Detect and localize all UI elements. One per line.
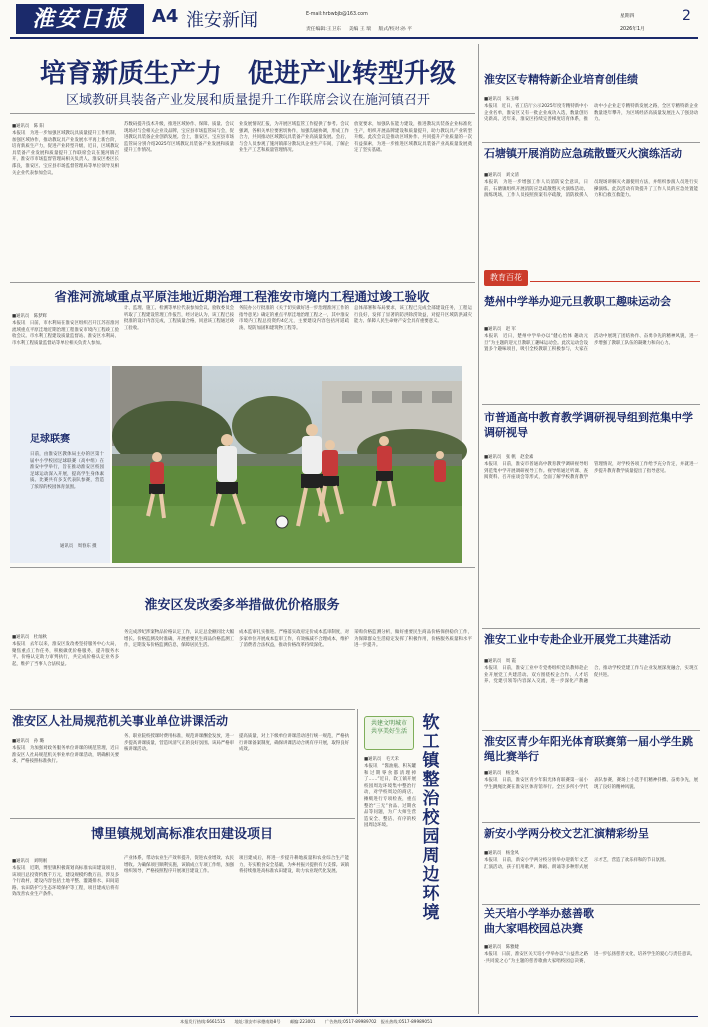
- right8-headline: 关天培小学举办慈善歌曲大家唱校园总决赛: [484, 907, 594, 935]
- right7-text: 本报讯 日前，新安小学两分校分别举办迎新年文艺汇演活动，孩子们用歌声、舞蹈、朗诵等多种形式展示才艺，营造了欢乐祥和的节日氛围。: [484, 858, 669, 870]
- newspaper-logo: 淮安日报: [16, 4, 144, 34]
- right8-text: 本报讯 日前，淮安区关天培小学举办以“公益善之路·共同爱之心”为主题的慈善歌曲大家唱校园总决赛，进一步弘扬慈善文化，培养学生的爱心与责任意识。: [484, 952, 695, 964]
- footer: [180, 1018, 700, 1025]
- lead-byline: ■通讯员 陈 阳: [12, 124, 44, 129]
- masthead-rule: [10, 37, 698, 39]
- right3-text: 本报讯 近日，楚州中学举办以“健心怡体 趣动元旦”为主题的迎元旦教职工趣味运动会。此次运动会设置多个趣味项目，吸引全校教职工积极参与，大家在活动中展现了团结协作、奋勇争先的精神风貌，进一步增强了教职工队伍的凝聚力和向心力。: [484, 334, 698, 353]
- photo-feature-credit: 通讯员 周春东 摄: [60, 544, 97, 549]
- right5-byline: ■通讯员 周 霞: [484, 659, 516, 664]
- footer-zip: 邮编:223001: [289, 1019, 316, 1024]
- photo-feature-label: 足球联赛: [30, 434, 70, 445]
- story5-byline: ■通讯员 刘明刚: [12, 859, 47, 864]
- right8-divider: [482, 904, 700, 905]
- lead-column-3: 业发展情况汇报，为开展区域监管工作提供了参考。会议强调，各相关单位要密切协作，加强沟通协调，形成工作合力，共同推动区域教玩具装备产业高质量发展。会后，与会人员参观了施河镇部分教玩具企业生产车间，了解企业生产工艺和质量管理情况。: [239, 122, 349, 154]
- story4-divider: [10, 709, 355, 710]
- lead-divider: [10, 113, 475, 114]
- civilization-art-text: 共建文明城市 共享美好生活: [370, 720, 407, 735]
- lead-column-4: 放宽要求，加强队伍能力建设，推进教玩具装备企业标准化生产，组织开展品牌建设和质量提升，助力教玩具产业转型升级。此次会议是推动区域协作、共同提升产业质量的一次有益探索，为进一步推进区域教玩具装备产业高质量发展奠定了坚实基础。: [354, 122, 472, 154]
- story2-headline: 省淮河流域重点平原洼地近期治理工程淮安市境内工程通过竣工验收: [54, 289, 430, 304]
- story2-byline: ■通讯员 陈梦辉: [12, 314, 47, 319]
- right7-divider: [482, 822, 700, 823]
- masthead-weekday: 星期四: [620, 14, 635, 19]
- footer-hotline: 本报发行热线:6661515: [180, 1019, 226, 1024]
- photo-feature-caption: 日前，由淮安区教体局主办的区第十届中小学校园足球联赛（高中组）在淮安中学举行，旨在推动淮安区校园足球运动深入开展，提高学生身体素质。比赛共有多支代表队参赛，营造了浓厚的校园体育氛围。: [30, 452, 104, 490]
- right5-divider: [482, 628, 700, 629]
- story5-column-2: 产业体系，带动农业生产效率提升，促进农业增效、农民增收。为确保项目顺利实施，该镇成立专项工作组，加强组织领导，严格按照程序开展项目建设工作。: [124, 856, 234, 875]
- story3-column-4: 采购价格监测分析，做好重要民生商品价格保供稳价工作，为保障群众生活稳定发挥了积极作用，价格服务质量和水平进一步提升。: [354, 630, 472, 649]
- designer-credit: 美编 王 瑞: [348, 27, 371, 32]
- story3-byline: ■通讯员 杜灿秋: [12, 635, 47, 640]
- story3-headline: 淮安区发改委多举措做优价格服务: [144, 598, 340, 613]
- masthead-contact: E-mail:hrbwbjb@163.com: [306, 12, 368, 17]
- editor-credit: 责任编辑:王卫东: [306, 27, 342, 32]
- lead-column-2: 苏数码提升技术升级，推进区域协作、保障、质量、会议现场对与会相关企业及品牌，宝应县市场监管局与会，促进教玩具装备企业创新发展。会上，淮安区、宝应县市场监管局分别介绍2025年区域教玩具装备产业发展和质量提升工作情况。: [124, 122, 234, 154]
- story2-divider: [10, 282, 475, 283]
- right4-byline: ■通讯员 张 帆 赵金素: [484, 455, 534, 460]
- masthead: [0, 0, 708, 40]
- right1-headline: 淮安区专精特新企业培育创佳绩: [484, 73, 638, 86]
- right2-byline: ■通讯员 刘文清: [484, 173, 519, 178]
- story2-column-2: 计、监理、施工、检测等单位代表参加会议。验收委员会听取了工程建设管理工作报告，经讨论认为，该工程已按批准的设计内容完成，工程质量合格，同意该工程通过竣工验收。: [124, 306, 234, 331]
- masthead-date: 2026年1月: [620, 27, 645, 32]
- story4-column-3: 提高质量，对上下级单位讲课活动进行统一规范，严格执行讲课备案制度，确保讲课活动合规有序开展，取得良好成效。: [239, 734, 349, 753]
- story4-byline: ■通讯员 孙 璐: [12, 739, 44, 744]
- right7-headline: 新安小学两分校文艺汇演精彩纷呈: [484, 827, 649, 840]
- football-photo-image: [112, 366, 462, 563]
- right8-byline: ■通讯员 陈雅婕: [484, 945, 519, 950]
- right-column-rule: [478, 44, 479, 1014]
- story2-column-3: 务院办公厅批准的《关于切实做好进一步治理淮河工作的指导意见》确定的重点平原洼地治理工程之一，其中淮安市境内工程总投资约4亿元，主要建设内容包括河道疏浚、堤防加固和建筑物工程等。: [239, 306, 349, 331]
- story3-column-3: 成本监审扎实推进。严格落实政府定价成本监审制度，对多家单位开展成本监审工作，有效核减不合理成本，维护了消费者合法权益，推动价格改革持续深化。: [239, 630, 349, 649]
- proof-credit: 版式/校对:孙 平: [378, 27, 413, 32]
- story5-headline: 博里镇规划高标准农田建设项目: [90, 827, 273, 842]
- story3-column-1: 本报讯 去年以来，淮安区发改委坚持服务中心大局，聚焦重点工作任务，积极做优价格服务，提升服务水平。价格认定助力审判执行，共完成价格认定业务多起，维护了当事人合法权益。: [12, 642, 119, 667]
- right4-headline: 市普通高中教育教学调研视导组到范集中学调研视导: [484, 411, 693, 439]
- masthead-page-num: 2: [682, 8, 691, 24]
- right6-headline: 淮安区青少年阳光体育联赛第一届小学生跳绳比赛举行: [484, 735, 693, 763]
- story4-column-1: 本报讯 为加强对政务服务单位讲课的规范管理，近日淮安区人社局规范机关事业单位讲课活动，明确相关要求，严格按照标准执行。: [12, 746, 119, 765]
- football-photo: [112, 366, 462, 563]
- masthead-editor: [306, 25, 412, 32]
- story3-divider: [10, 567, 475, 568]
- footer-ad-line: 广告热线:0517-89989702 报社热线:0517-89989051: [324, 1019, 433, 1024]
- story5-column-1: 本报讯 近期，博里镇积极谋划高标准农田建设项目，该项目总投资约数千万元，建设规模约数万亩，涉及多个行政村，建设内容包括土地平整、灌溉排水、田间道路、农田防护与生态环境保护等工程，项目建成后将有效改善农业生产条件。: [12, 866, 119, 898]
- story2-column-1: 本报讯 日前，市水利局在淮安区组织召开江苏省淮河流域重点平原洼地近期治理工程淮安市境内工程竣工验收会议。市水利工程建设质量监督站、淮安区水利局、市水利工程质量监督站等单位相关负责人参加。: [12, 321, 119, 346]
- vertical-story-byline: ■通讯员 毛天禾: [364, 757, 399, 762]
- story2-column-4: 总体部署和布局要求，该工程已完成全部建设任务，工程运行良好，发挥了显著的防洪除涝效益，对提升区域防洪减灾能力、保障人民生命财产安全具有重要意义。: [354, 306, 472, 325]
- right3-byline: ■通讯员 赵 军: [484, 327, 516, 332]
- education-badge: 教育百花: [484, 270, 528, 286]
- vertical-story-headline: 软工镇整治校园周边环境: [422, 713, 440, 923]
- right6-divider: [482, 730, 700, 731]
- story5-column-3: 项目建成后，将进一步提升耕地质量和农业综合生产能力，夯实粮食安全基础，为乡村振兴提供有力支撑。该镇将持续推进高标准农田建设，助力农业现代化发展。: [239, 856, 349, 875]
- story4-column-2: 务、职业院校授课时费用标准，规范讲课酬金发放，进一步提高讲课质量，营造风清气正的良好氛围。该局严格审核讲课活动。: [124, 734, 234, 753]
- page-name: 淮安新闻: [186, 10, 258, 31]
- right2-text: 本报讯 为进一步增强工作人员消防安全意识，日前，石塘镇组织开展消防应急疏散暨灭火演练活动。演练现场，工作人员按照预案有序疏散，消防救援人员现场讲解灭火器使用方法，并组织参演人员进行实操演练。此次活动有效提升了工作人员的应急处置能力和自救互救能力。: [484, 180, 698, 199]
- right2-headline: 石塘镇开展消防应急疏散暨灭火演练活动: [484, 147, 682, 160]
- right5-text: 本报讯 日前，淮安工业中专党委组织党员教师赴企业开展党工共建活动。双方围绕校企合作、人才培养、党建引领等内容深入交流，进一步深化产教融合，推动学校党建工作与企业发展深度融合，实现互促共进。: [484, 666, 698, 685]
- right5-headline: 淮安工业中专赴企业开展党工共建活动: [484, 633, 671, 646]
- right4-text: 本报讯 日前，淮安市普通高中教育教学调研视导组到范集中学开展调研视导工作。视导组通过听课、查阅资料、召开座谈会等形式，全面了解学校教育教学管理情况，对学校各项工作给予充分肯定，并就进一步提升教育教学质量提出了指导意见。: [484, 462, 698, 481]
- story4-headline: 淮安区人社局规范机关事业单位讲课活动: [12, 714, 229, 728]
- lead-column-1: 本报讯 为进一步加强区域教玩具质量提升工作机制，加强区域协作，推动教玩具产业发展水平再上新台阶，培育新质生产力，促进产业转型升级，近日，区域教玩具装备产业发展和质量提升工作联席会议在施河镇召开，淮安市市场监督管理局相关负责人、淮安区委区长邵良，淮安区、宝应县市场监督管理局等单位领导及相关企业代表参加会议。: [12, 131, 119, 176]
- footer-rule: [10, 1016, 698, 1017]
- footer-address: 地址:淮安市承德南路8号: [234, 1019, 281, 1024]
- vertical-story-rule: [357, 709, 358, 1014]
- story5-divider: [10, 818, 355, 819]
- lead-subtitle: 区域教研具装备产业发展和质量提升工作联席会议在施河镇召开: [65, 93, 430, 108]
- page-number: A4: [152, 6, 179, 27]
- civilization-art-badge: [364, 716, 414, 750]
- right6-text: 本报讯 日前，淮安区青少年阳光体育联赛第一届小学生跳绳比赛在淮安区体育馆举行。全区多所小学代表队参赛，赛场上小选手们精神抖擞、奋勇争先，展现了良好的精神风貌。: [484, 778, 698, 790]
- vertical-story-text-1: 本报讯 “酱油瓶、积灰罐和过期零食都清理掉了……”近日，软工镇开展校园周边环境集中整治行动，对学校周边的商店、摊贩进行专项检查，重点整治“三无”食品、过期食品等问题，为广大师生营造安全、整洁、有序的校园周边环境。: [364, 764, 416, 829]
- right1-text: 本报讯 近日，省工信厅公示2025年度专精特新中小企业名单，淮安区又有一批企业成功入选，数量创历史新高。近年来，淮安区持续完善梯度培育体系，推动中小企业走专精特新发展之路，全区专精特新企业数量逐年攀升，为区域经济高质量发展注入了强劲动力。: [484, 104, 698, 123]
- right6-byline: ■通讯员 杨金凤: [484, 771, 519, 776]
- right7-byline: ■通讯员 杨金凤: [484, 851, 519, 856]
- right2-divider: [482, 142, 700, 143]
- education-rule: [530, 281, 700, 282]
- right4-divider: [482, 404, 700, 405]
- right3-headline: 楚州中学举办迎元旦教职工趣味运动会: [484, 295, 671, 308]
- story3-column-2: 务完成涉纪涉案物品价格认定工作，认定总金额同比大幅增长。价格监测及时准确，开展重要民生商品价格监测工作，定期发布价格监测信息，保障居民生活。: [124, 630, 234, 649]
- right1-byline: ■通讯员 朱玉峰: [484, 97, 519, 102]
- lead-headline: 培育新质生产力 促进产业转型升级: [39, 59, 456, 89]
